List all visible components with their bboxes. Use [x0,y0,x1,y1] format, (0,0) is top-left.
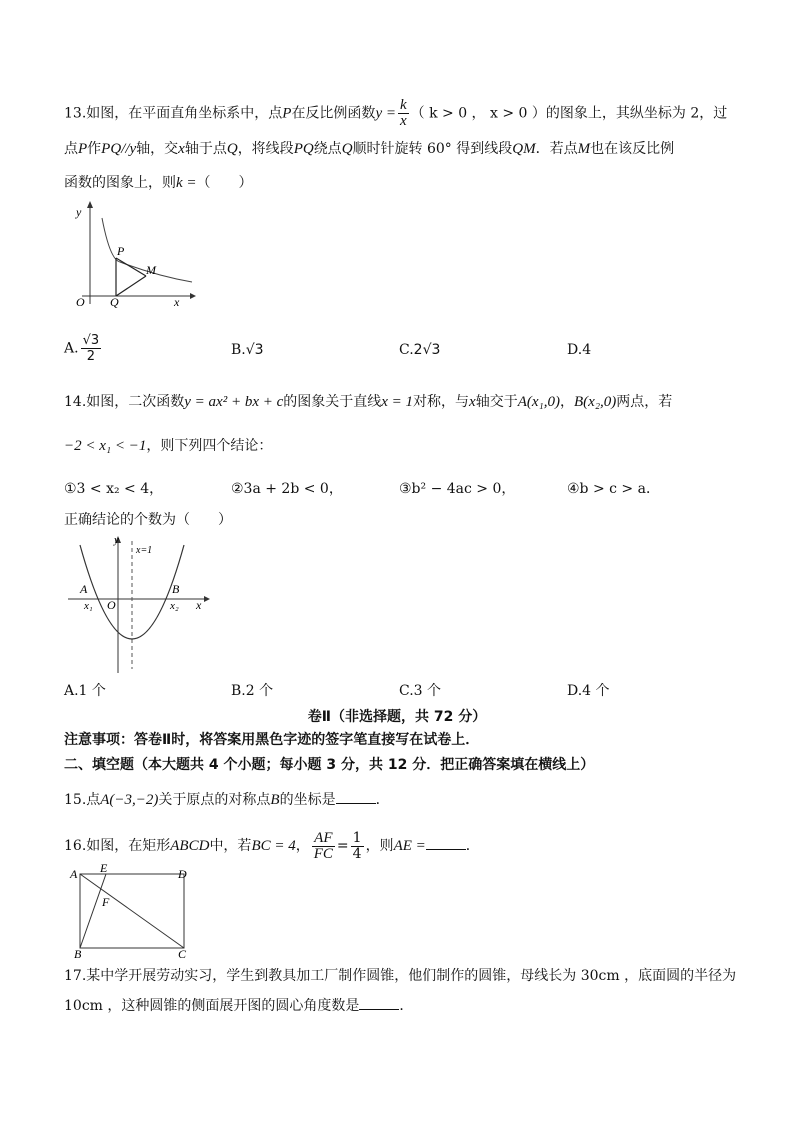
q13-label-p: P [117,244,125,258]
q17-line1: 17.某中学开展劳动实习，学生到教具加工厂制作圆锥，他们制作的圆锥，母线长为 30cm ，底面圆的半径为 [64,968,737,984]
q15-answer-blank[interactable] [336,789,376,804]
q13-line3: 函数的图象上，则k =（ ） [64,175,253,191]
q14-option-d[interactable]: D.4 个 [567,683,610,699]
q13-line1: 13.如图，在平面直角坐标系中，点P在反比例函数y = $\frac{k}{x}$ （ k > 0 ， x > 0 ）的图象上，其纵坐标为 2，过 [64,97,728,129]
q13-segment-qm [116,276,146,296]
q13-figure [62,198,197,310]
q14-label-a: A [80,582,88,596]
q14-label-x2: x₂ [170,600,179,612]
section2-heading: 二、填空题（本大题共 4 个小题；每小题 3 分，共 12 分．把正确答案填在横线上） [64,757,595,773]
q14-conclusion-4: ④b > c > a． [567,481,660,497]
q14-label-y: y [114,534,119,546]
q14-option-a[interactable]: A.1 个 [64,683,106,699]
q15: 15.点A(−3,−2)关于原点的对称点B的坐标是 ． [64,789,390,810]
q14-line1: 14.如图，二次函数y = ax² + bx + c的图象关于直线x = 1对称，与x轴交于A(x₁,0)，B(x₂,0)两点，若 [64,394,673,410]
q16-figure [66,862,196,962]
q16-diagonal-ac [80,874,184,948]
q14-conclusion-1: ①3 < x₂ < 4， [64,481,164,497]
q17-line2: 10cm ，这种圆锥的侧面展开图的圆心角度数是 ． [64,995,413,1016]
q14-label-x: x [196,598,202,612]
q14-option-c[interactable]: C.3 个 [399,683,442,699]
q13-option-b[interactable]: B.√3 [231,342,264,358]
q17-answer-blank[interactable] [359,995,399,1010]
q14-label-o: O [107,598,116,612]
q13-line2: 点P作PQ//y轴，交x轴于点Q，将线段PQ绕点Q顺时针旋转 60° 得到线段QM．若点M也在该反比例 [64,141,675,157]
q13-option-a[interactable]: A. $\frac{√3}{2}$ [64,333,100,364]
q16: 16.如图，在矩形ABCD中，若BC = 4， $\frac{AF}{FC}$ = $\frac{1}{4}$ ，则AE = ． [64,829,480,862]
q16-label-c: C [178,947,187,961]
q13-label-o: O [76,295,85,309]
q16-label-f: F [102,895,110,909]
q14-question: 正确结论的个数为（ ） [64,512,232,528]
q13-label-y: y [76,205,82,219]
q16-label-a: A [70,867,78,881]
q14-label-b: B [172,582,180,596]
q16-answer-blank[interactable] [426,835,466,850]
q14-figure [62,533,212,675]
q14-conclusion-2: ②3a + 2b < 0， [231,481,343,497]
q14-conclusion-3: ③b² − 4ac > 0， [399,481,516,497]
q16-label-e: E [100,862,108,875]
q13-option-c[interactable]: C.2√3 [399,342,441,358]
q13-label-q: Q [110,295,119,309]
q13-fraction: $\frac{k}{x}$ [399,97,407,129]
q13-option-d[interactable]: D.4 [567,342,592,358]
section2-title: 卷Ⅱ（非选择题，共 72 分） [307,709,487,725]
q16-label-b: B [74,947,82,961]
q14-label-x1: x₁ [84,600,93,612]
q13-label-m: M [146,263,156,277]
q14-line2: −2 < x₁ < −1，则下列四个结论： [64,438,273,454]
q13-label-x: x [174,295,180,309]
section2-notice: 注意事项：答卷Ⅱ时，将答案用黑色字迹的签字笔直接写在试卷上． [64,732,480,748]
q14-label-sym: x=1 [136,545,153,556]
q16-label-d: D [178,867,187,881]
q14-option-b[interactable]: B.2 个 [231,683,274,699]
q16-segment-be [80,874,106,948]
